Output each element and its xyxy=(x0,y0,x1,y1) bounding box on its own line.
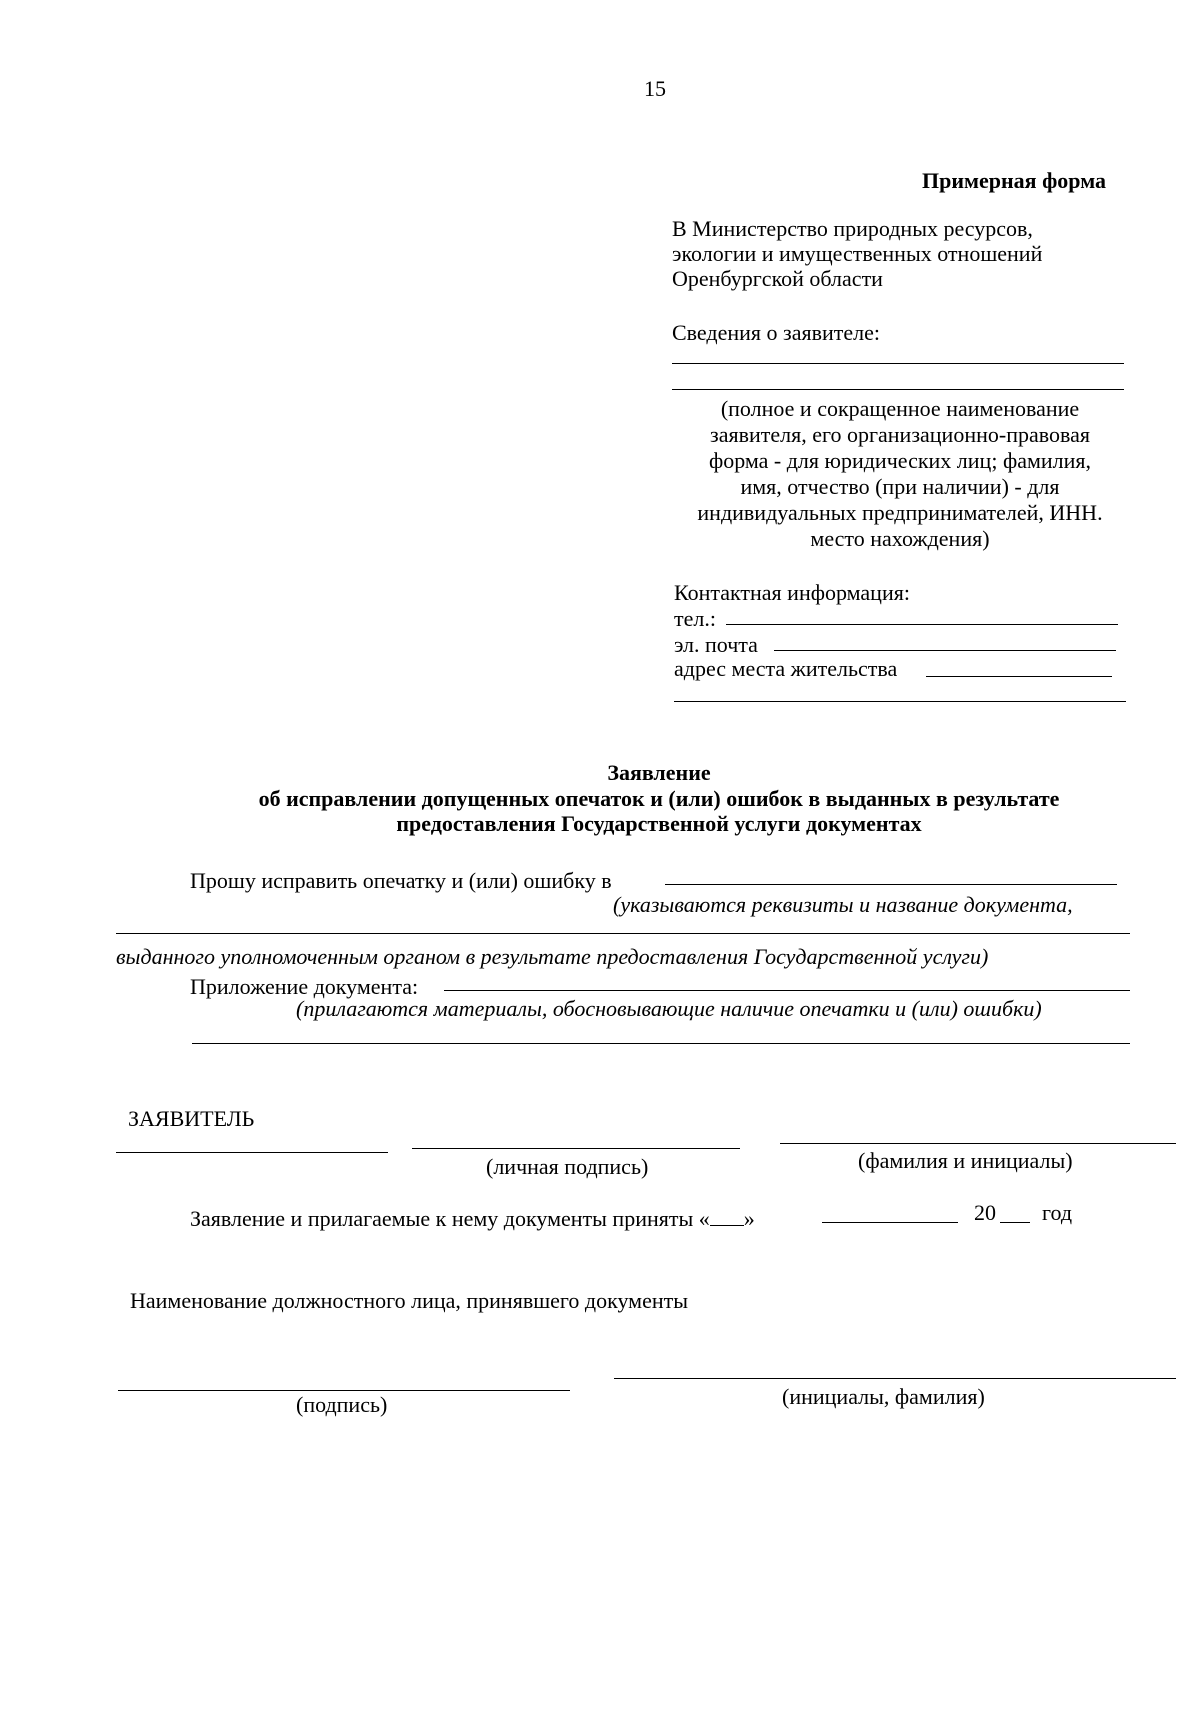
applicant-signature-field[interactable] xyxy=(412,1148,740,1149)
phone-label: тел.: xyxy=(674,606,716,631)
applicant-position-field[interactable] xyxy=(116,1152,388,1153)
document-subtitle-1: об исправлении допущенных опечаток и (или) ошибок в выданных в результате xyxy=(258,786,1060,811)
document-field-line-2[interactable] xyxy=(116,933,1130,934)
official-signature-field[interactable] xyxy=(118,1390,570,1391)
applicant-label: ЗАЯВИТЕЛЬ xyxy=(128,1106,255,1131)
applicant-signature-hint: (личная подпись) xyxy=(486,1154,649,1179)
email-field[interactable] xyxy=(774,650,1116,651)
applicant-name-line-1 xyxy=(672,363,1124,364)
applicant-name-hint: (фамилия и инициалы) xyxy=(858,1148,1073,1173)
acceptance-text xyxy=(190,1206,755,1232)
year-suffix: год xyxy=(1042,1200,1073,1225)
official-name-field[interactable] xyxy=(614,1378,1176,1379)
page-number: 15 xyxy=(644,76,666,101)
request-hint-1: (указываются реквизиты и название документа, xyxy=(613,892,1073,917)
addressee-line-1: В Министерство природных ресурсов, xyxy=(672,216,1033,241)
applicant-note-4: имя, отчество (при наличии) - для xyxy=(740,474,1060,499)
phone-field[interactable] xyxy=(726,624,1118,625)
address-field-line-2[interactable] xyxy=(674,701,1126,702)
request-text: Прошу исправить опечатку и (или) ошибку в xyxy=(190,868,612,893)
attachment-field-line-2[interactable] xyxy=(192,1043,1130,1044)
document-subtitle-2: предоставления Государственной услуги документах xyxy=(396,811,922,836)
applicant-name-line-2 xyxy=(672,389,1124,390)
applicant-name-field[interactable] xyxy=(780,1143,1176,1144)
request-hint-2: выданного уполномоченным органом в результате предоставления Государственной услуги) xyxy=(116,944,989,969)
document-title: Заявление xyxy=(607,760,711,785)
attachment-hint: (прилагаются материалы, обосновывающие наличие опечатки и (или) ошибки) xyxy=(296,996,1042,1021)
acceptance-quote-close: » xyxy=(743,1206,755,1231)
official-signature-hint: (подпись) xyxy=(296,1392,388,1417)
document-field[interactable] xyxy=(665,884,1117,885)
address-label: адрес места жительства xyxy=(674,656,898,681)
contacts-heading: Контактная информация: xyxy=(674,580,910,605)
official-label: Наименование должностного лица, принявшего документы xyxy=(130,1288,689,1313)
month-field[interactable] xyxy=(822,1222,958,1223)
official-name-hint: (инициалы, фамилия) xyxy=(782,1384,985,1409)
applicant-note-6: место нахождения) xyxy=(810,526,990,551)
applicant-note-1: (полное и сокращенное наименование xyxy=(720,396,1080,421)
attachment-label: Приложение документа: xyxy=(190,974,419,999)
addressee-line-2: экологии и имущественных отношений xyxy=(672,241,1043,266)
address-field[interactable] xyxy=(926,676,1112,677)
addressee-line-3: Оренбургской области xyxy=(672,266,883,291)
acceptance-prefix: Заявление и прилагаемые к нему документы приняты « xyxy=(190,1206,710,1231)
email-label: эл. почта xyxy=(674,632,758,657)
form-label: Примерная форма xyxy=(922,168,1107,193)
year-field[interactable] xyxy=(1000,1222,1030,1223)
attachment-field[interactable] xyxy=(444,990,1130,991)
applicant-note-2: заявителя, его организационно-правовая xyxy=(710,422,1090,447)
year-prefix: 20 xyxy=(974,1200,996,1225)
applicant-info-heading: Сведения о заявителе: xyxy=(672,320,881,345)
applicant-note-3: форма - для юридических лиц; фамилия, xyxy=(708,448,1092,473)
applicant-note-5: индивидуальных предпринимателей, ИНН. xyxy=(697,500,1103,525)
day-field[interactable] xyxy=(710,1207,744,1226)
